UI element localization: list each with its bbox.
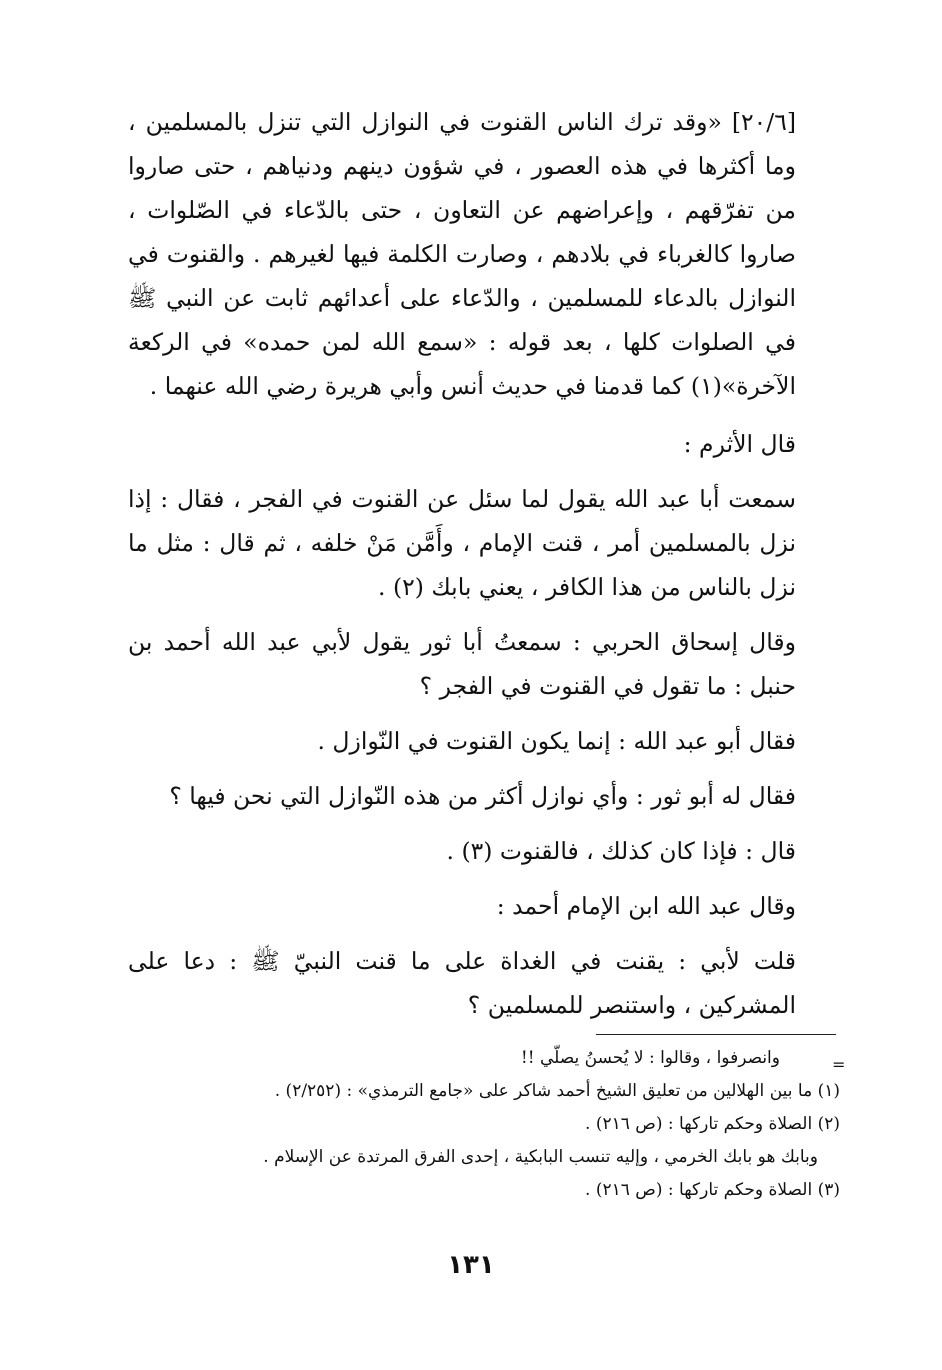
- paragraph-reply-qunut: قال : فإذا كان كذلك ، فالقنوت (٣) .: [446, 837, 796, 865]
- footnote-3: (٣) الصلاة وحكم تاركها : (ص ٢١٦) .: [585, 1180, 840, 1200]
- continuation-mark: =: [832, 1055, 846, 1074]
- paragraph-abdullah-intro: وقال عبد الله ابن الإمام أحمد :: [496, 892, 796, 920]
- paragraph-abdullah-question: قلت لأبي : يقنت في الغداة على ما قنت النبيّ ﷺ : دعا على المشركين ، واستنصر للمسلمين ؟: [128, 947, 796, 1019]
- paragraph-harbi-narration: وقال إسحاق الحربي : سمعتُ أبا ثور يقول لأبي عبد الله أحمد بن حنبل : ما تقول في القنوت في الفجر ؟: [128, 628, 796, 700]
- footnote-2-extra: وبابك هو بابك الخرمي ، وإليه تنسب البابكية ، إحدى الفرق المرتدة عن الإسلام .: [263, 1147, 818, 1167]
- paragraph-abu-thawr-question: فقال له أبو ثور : وأي نوازل أكثر من هذه النّوازل التي نحن فيها ؟: [169, 782, 796, 810]
- footnotes: [150, 1042, 846, 1207]
- footnote-continuation: [150, 1042, 846, 1075]
- footnote-continuation-text: وانصرفوا ، وقالوا : لا يُحسنُ يصلّي !!: [520, 1048, 780, 1068]
- paragraph-quote: [٢٠/٦] «وقد ترك الناس القنوت في النوازل التي تنزل بالمسلمين ، وما أكثرها في هذه العصور ، في شؤون دينهم ودنياهم ، حتى صاروا من تفرّقهم ، وإعراضهم عن التعاون ، حتى بالدّعاء في الصّلوات ، صاروا كالغرباء في بلادهم ، وصارت الكلمة فيها لغيرهم . والقنوت في النوازل بالدعاء للمسلمين ، والدّعاء على أعدائهم ثابت عن النبي ﷺ في الصلوات كلها ، بعد قوله : «سمع الله لمن حمده» في الركعة الآخرة»(١) كما قدمنا في حديث أنس وأبي هريرة رضي الله عنهما .: [128, 108, 796, 400]
- footnote-1: (١) ما بين الهلالين من تعليق الشيخ أحمد شاكر على «جامع الترمذي» : (٢/٢٥٢) .: [274, 1081, 840, 1101]
- footnote-2: (٢) الصلاة وحكم تاركها : (ص ٢١٦) .: [585, 1114, 840, 1134]
- page-number: ١٣١: [447, 1250, 495, 1280]
- paragraph-athram-narration: سمعت أبا عبد الله يقول لما سئل عن القنوت في الفجر ، فقال : إذا نزل بالمسلمين أمر ، قنت الإمام ، وأَمَّن مَنْ خلفه ، ثم قال : مثل ما نزل بالناس من هذا الكافر ، يعني بابك (٢) .: [128, 485, 796, 601]
- paragraph-abu-abdullah-reply: فقال أبو عبد الله : إنما يكون القنوت في النّوازل .: [317, 727, 796, 755]
- footnote-separator: [596, 1034, 836, 1035]
- paragraph-athram-intro: قال الأثرم :: [683, 430, 796, 458]
- main-text: [128, 100, 844, 1027]
